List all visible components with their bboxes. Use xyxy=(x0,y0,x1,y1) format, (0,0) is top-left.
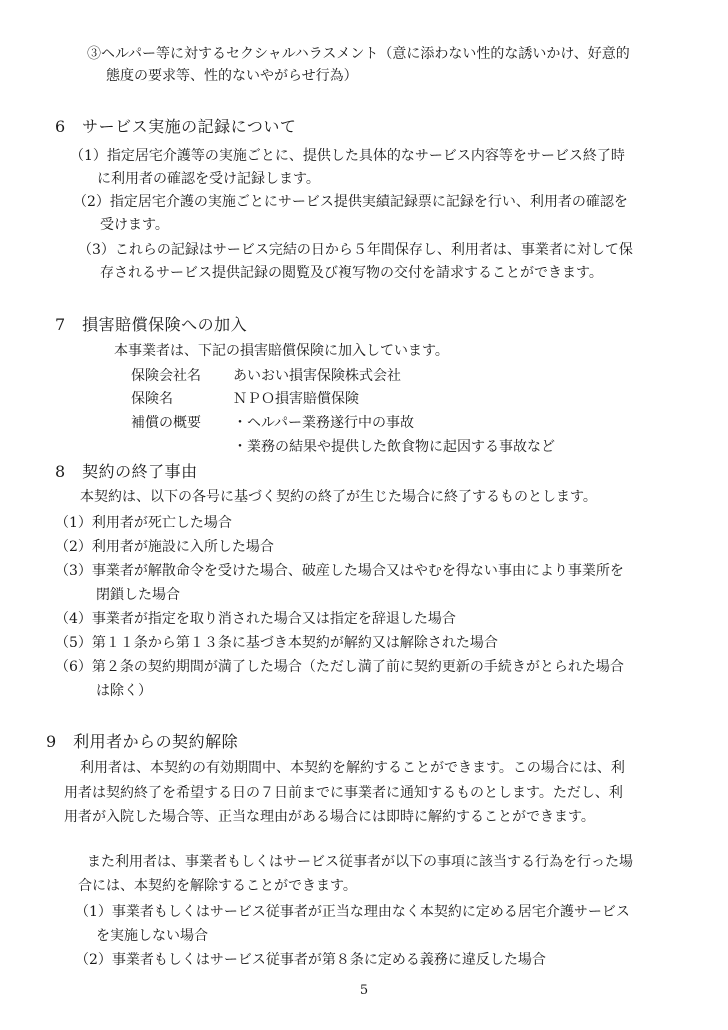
s9-p1-line1: 利用者は、本契約の有効期間中、本契約を解約することができます。この場合には、利 xyxy=(80,760,625,776)
insurance-name-value: ＮＰＯ損害賠償保険 xyxy=(233,391,359,407)
s9-p1-line3: 用者が入院した場合等、正当な理由がある場合には即時に解約することができます。 xyxy=(64,809,595,825)
section-8-heading: 8 契約の終了事由 xyxy=(55,462,198,481)
s8-item5: （5）第１１条から第１３条に基づき本契約が解約又は解除された場合 xyxy=(55,635,498,651)
s8-item1: （1）利用者が死亡した場合 xyxy=(55,515,232,531)
s6-item3-line2: 存されるサービス提供記録の閲覧及び複写物の交付を請求することができます。 xyxy=(100,265,603,281)
coverage-item-2: ・業務の結果や提供した飲食物に起因する事故など xyxy=(233,439,555,455)
s9-p2-line2: 合には、本契約を解除することができます。 xyxy=(78,878,357,894)
coverage-label: 補償の概要 xyxy=(131,415,201,431)
insurance-company-label: 保険会社名 xyxy=(131,368,201,384)
s8-item6-line1: （6）第２条の契約期間が満了した場合（ただし満了前に契約更新の手続きがとられた場合 xyxy=(55,659,624,675)
item-3-line2: 態度の要求等、性的ないやがらせ行為） xyxy=(106,68,358,84)
section-6-heading: 6 サービス実施の記録について xyxy=(55,117,297,136)
page-number: 5 xyxy=(359,983,369,998)
section-9-heading: 9 利用者からの契約解除 xyxy=(46,732,239,751)
s8-item2: （2）利用者が施設に入所した場合 xyxy=(55,539,274,555)
s9-p1-line2: 用者は契約終了を希望する日の７日前までに事業者に通知するものとします。ただし、利 xyxy=(64,785,623,801)
s8-intro: 本契約は、以下の各号に基づく契約の終了が生じた場合に終了するものとします。 xyxy=(80,489,597,505)
s8-item3-line2: 閉鎖した場合 xyxy=(96,587,180,603)
s8-item6-line2: は除く） xyxy=(96,683,152,699)
insurance-name-label: 保険名 xyxy=(131,391,173,407)
insurance-company-value: あいおい損害保険株式会社 xyxy=(233,368,401,384)
item-3-line1: ③ヘルパー等に対するセクシャルハラスメント（意に添わない性的な誘いかけ、好意的 xyxy=(87,46,630,62)
s8-item4: （4）事業者が指定を取り消された場合又は指定を辞退した場合 xyxy=(55,611,456,627)
s9-p2-line1: また利用者は、事業者もしくはサービス従事者が以下の事項に該当する行為を行った場 xyxy=(87,854,633,870)
s6-item3-line1: （3）これらの記録はサービス完結の日から５年間保存し、利用者は、事業者に対して保 xyxy=(78,242,633,258)
section-7-heading: 7 損害賠償保険への加入 xyxy=(55,315,248,334)
s7-intro: 本事業者は、下記の損害賠償保険に加入しています。 xyxy=(114,343,449,359)
s6-item2-line2: 受けます。 xyxy=(100,217,169,233)
s6-item2-line1: （2）指定居宅介護の実施ごとにサービス提供実績記録票に記録を行い、利用者の確認を xyxy=(73,194,628,210)
s6-item1-line2: に利用者の確認を受け記録します。 xyxy=(97,171,320,187)
s6-item1-line1: （1）指定居宅介護等の実施ごとに、提供した具体的なサービス内容等をサービス終了時 xyxy=(70,148,625,164)
s9-item1-line2: を実施しない場合 xyxy=(96,928,208,944)
coverage-item-1: ・ヘルパー業務遂行中の事故 xyxy=(233,415,415,431)
s9-item2: （2）事業者もしくはサービス従事者が第８条に定める義務に違反した場合 xyxy=(75,952,546,968)
s8-item3-line1: （3）事業者が解散命令を受けた場合、破産した場合又はやむを得ない事由により事業所を xyxy=(55,563,624,579)
s9-item1-line1: （1）事業者もしくはサービス従事者が正当な理由なく本契約に定める居宅介護サービス xyxy=(75,904,630,920)
